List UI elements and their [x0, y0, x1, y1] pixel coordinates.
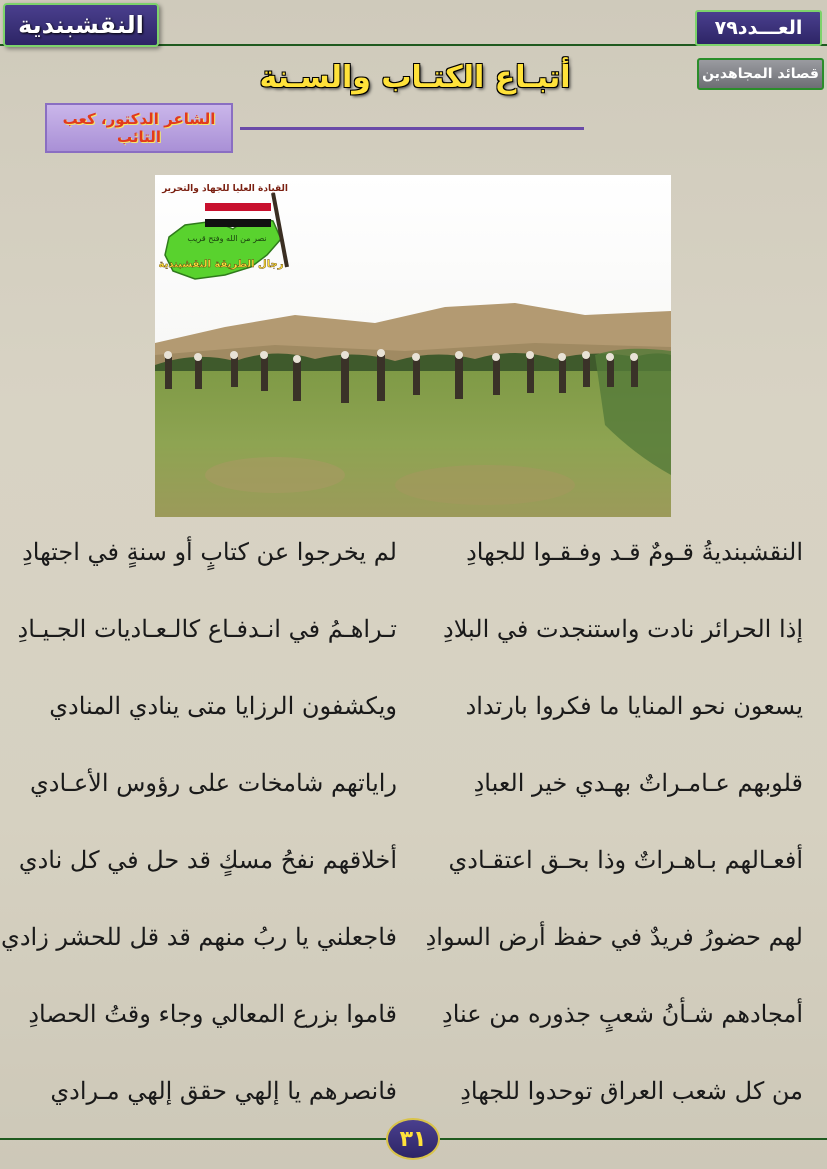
verse-first-hemistich: لهم حضورُ فريدٌ في حفظ أرض السوادِ	[425, 923, 803, 951]
title-underline	[240, 127, 584, 130]
verse-second-hemistich: لم يخرجوا عن كتابٍ أو سنةٍ في اجتهادِ	[22, 538, 397, 566]
page-number: ٣١	[399, 1126, 427, 1152]
verse-first-hemistich: النقشبنديةُ قـومٌ قـد وفـقـوا للجهادِ	[466, 538, 803, 566]
verse-line	[0, 1000, 827, 1050]
logo-caption: رجال الطريقة النقشبندية	[158, 259, 284, 270]
verse-second-hemistich: فاجعلني يا ربُ منهم قد قل للحشر زادي	[1, 923, 397, 951]
section-name: قصائد المجاهدين	[702, 66, 819, 82]
verse-line	[0, 923, 827, 973]
verse-second-hemistich: فانصرهم يا إلهي حقق إلهي مـرادي	[50, 1077, 397, 1105]
verse-second-hemistich: قاموا بزرع المعالي وجاء وقتُ الحصادِ	[28, 1000, 397, 1028]
verse-line	[0, 538, 827, 588]
poet-badge	[45, 103, 233, 153]
verse-first-hemistich: من كل شعب العراق توحدوا للجهادِ	[460, 1077, 803, 1105]
verse-first-hemistich: قلوبهم عـامـراتٌ بهـدي خير العبادِ	[473, 769, 803, 797]
verse-line	[0, 846, 827, 896]
verse-second-hemistich: ويكشفون الرزايا متى ينادي المنادي	[49, 692, 397, 720]
magazine-name-badge	[3, 3, 159, 47]
poet-name: الشاعر الدكتور، كعب التائب	[62, 110, 216, 146]
verse-line	[0, 692, 827, 742]
verse-first-hemistich: أمجادهم شـأنُ شعبٍ جذوره من عنادِ	[442, 1000, 803, 1028]
verse-line	[0, 615, 827, 665]
logo-header: القيادة العليا للجهاد والتحرير	[162, 184, 288, 194]
verse-second-hemistich: تـراهـمُ في انـدفـاع كالـعـاديات الجـيـادِ	[17, 615, 397, 643]
verse-first-hemistich: أفعـالهم بـاهـراتٌ وذا بحـق اعتقـادي	[448, 846, 803, 874]
issue-badge	[695, 10, 822, 46]
verse-first-hemistich: يسعون نحو المنايا ما فكروا بارتداد	[465, 692, 803, 720]
verse-second-hemistich: أخلاقهم نفحُ مسكٍ قد حل في كل نادي	[18, 846, 397, 874]
fighters-photo	[155, 175, 671, 517]
verse-line	[0, 769, 827, 819]
logo-tagline: نصر من الله وفتح قريب	[187, 234, 267, 243]
page-number-badge	[386, 1118, 440, 1160]
poem-title: أتبـاع الكتـاب والسـنة	[259, 60, 571, 95]
verse-first-hemistich: إذا الحرائر نادت واستنجدت في البلادِ	[443, 615, 803, 643]
section-badge	[697, 58, 824, 90]
verse-second-hemistich: راياتهم شامخات على رؤوس الأعـادي	[30, 769, 397, 797]
issue-number: العـــدد٧٩	[714, 17, 803, 39]
magazine-name: النقشبندية	[18, 11, 144, 39]
